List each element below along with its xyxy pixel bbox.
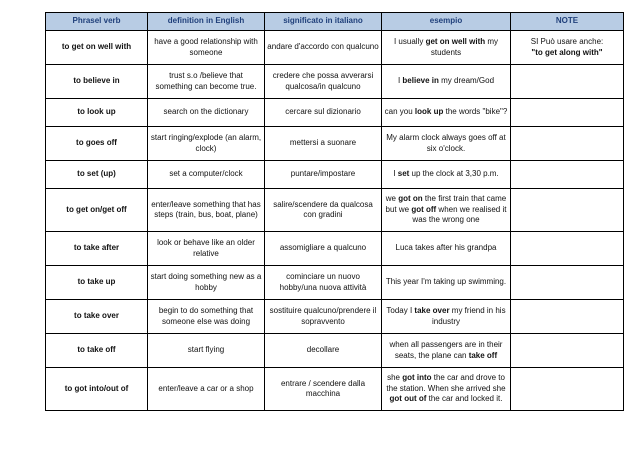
note-bold-text: "to get along with"	[531, 47, 603, 57]
header-note: NOTE	[511, 13, 624, 31]
header-esempio: esempio	[382, 13, 511, 31]
verb-cell: to take off	[46, 334, 148, 368]
example-cell	[382, 161, 511, 189]
table-row	[46, 368, 624, 411]
example-text: Today I	[386, 306, 415, 316]
example-text: she	[387, 373, 403, 383]
example-text: can you	[384, 107, 415, 117]
example-text: the car and locked it.	[426, 394, 503, 404]
phrasal-verbs-table	[45, 12, 624, 411]
example-cell	[382, 189, 511, 232]
example-phrasal-verb: take off	[468, 350, 498, 360]
verb-cell: to look up	[46, 99, 148, 127]
example-phrasal-verb: believe in	[402, 76, 439, 86]
verb-cell: to take up	[46, 266, 148, 300]
definition-cell: set a computer/clock	[148, 161, 265, 189]
italian-cell: assomigliare a qualcuno	[265, 232, 382, 266]
document-page	[45, 12, 623, 411]
italian-cell: sostituire qualcuno/prendere il sopravvento	[265, 300, 382, 334]
definition-cell: have a good relationship with someone	[148, 31, 265, 65]
definition-cell: enter/leave something that has steps (train, bus, boat, plane)	[148, 189, 265, 232]
table-row	[46, 65, 624, 99]
example-cell: Luca takes after his grandpa	[382, 232, 511, 266]
example-text: we	[385, 194, 399, 204]
table-row	[46, 189, 624, 232]
example-text: up the clock at 3,30 p.m.	[409, 169, 499, 179]
example-phrasal-verb: get on well with	[425, 37, 486, 47]
table-row	[46, 99, 624, 127]
header-definition-english: definition in English	[148, 13, 265, 31]
definition-cell: start ringing/explode (an alarm, clock)	[148, 127, 265, 161]
definition-cell: start flying	[148, 334, 265, 368]
example-cell	[382, 31, 511, 65]
table-row	[46, 31, 624, 65]
note-text: SI Può usare anche:	[530, 37, 604, 47]
header-phrasal-verb: Phrasel verb	[46, 13, 148, 31]
italian-cell: decollare	[265, 334, 382, 368]
italian-cell: cercare sul dizionario	[265, 99, 382, 127]
table-header	[46, 13, 624, 31]
definition-cell: start doing something new as a hobby	[148, 266, 265, 300]
example-text: my dream/God	[438, 76, 495, 86]
table-row	[46, 127, 624, 161]
italian-cell: cominciare un nuovo hobby/una nuova attività	[265, 266, 382, 300]
example-cell: My alarm clock always goes off at six o'clock.	[382, 127, 511, 161]
note-cell	[511, 127, 624, 161]
table-row	[46, 266, 624, 300]
example-text: when we realised it was the wrong one	[412, 204, 507, 225]
note-cell	[511, 368, 624, 411]
example-text: I	[397, 76, 403, 86]
definition-cell: look or behave like an older relative	[148, 232, 265, 266]
table-body	[46, 31, 624, 411]
example-phrasal-verb: look up	[414, 107, 444, 117]
note-cell	[511, 161, 624, 189]
example-cell	[382, 334, 511, 368]
table-row	[46, 300, 624, 334]
table-row	[46, 161, 624, 189]
note-cell	[511, 266, 624, 300]
header-significato-italiano: significato in italiano	[265, 13, 382, 31]
note-cell	[511, 232, 624, 266]
verb-cell: to believe in	[46, 65, 148, 99]
italian-cell: credere che possa avverarsi qualcosa/in qualcuno	[265, 65, 382, 99]
example-phrasal-verb: got off	[411, 204, 437, 214]
definition-cell: begin to do something that someone else was doing	[148, 300, 265, 334]
example-text: when all passengers are in their seats, the plane can	[389, 340, 503, 360]
example-text: the first train that came but we	[385, 194, 507, 214]
example-phrasal-verb: got into	[402, 373, 432, 383]
table-row	[46, 232, 624, 266]
example-cell	[382, 65, 511, 99]
definition-cell: search on the dictionary	[148, 99, 265, 127]
example-cell	[382, 368, 511, 411]
italian-cell: mettersi a suonare	[265, 127, 382, 161]
header-row	[46, 13, 624, 31]
verb-cell: to set (up)	[46, 161, 148, 189]
note-cell	[511, 300, 624, 334]
note-cell	[511, 189, 624, 232]
verb-cell: to take over	[46, 300, 148, 334]
note-cell	[511, 99, 624, 127]
example-phrasal-verb: got out of	[389, 394, 427, 404]
italian-cell: salire/scendere da qualcosa con gradini	[265, 189, 382, 232]
italian-cell: entrare / scendere dalla macchina	[265, 368, 382, 411]
verb-cell: to goes off	[46, 127, 148, 161]
italian-cell: andare d'accordo con qualcuno	[265, 31, 382, 65]
note-cell	[511, 65, 624, 99]
example-text: I	[393, 169, 398, 179]
definition-cell: trust s.o /believe that something can become true.	[148, 65, 265, 99]
table-row	[46, 334, 624, 368]
italian-cell: puntare/impostare	[265, 161, 382, 189]
example-cell	[382, 300, 511, 334]
example-text: my students	[430, 37, 499, 57]
example-cell: This year I'm taking up swimming.	[382, 266, 511, 300]
verb-cell: to get on/get off	[46, 189, 148, 232]
note-cell	[511, 31, 624, 65]
verb-cell: to got into/out of	[46, 368, 148, 411]
example-cell	[382, 99, 511, 127]
example-phrasal-verb: set	[397, 169, 410, 179]
verb-cell: to get on well with	[46, 31, 148, 65]
example-text: the car and drove to the station. When she arrived she	[386, 373, 506, 393]
example-text: I usually	[393, 37, 426, 47]
verb-cell: to take after	[46, 232, 148, 266]
definition-cell: enter/leave a car or a shop	[148, 368, 265, 411]
example-text: my friend in his industry	[431, 306, 506, 326]
example-text: the words "bike"?	[443, 107, 508, 117]
example-phrasal-verb: take over	[414, 306, 450, 316]
note-cell	[511, 334, 624, 368]
example-phrasal-verb: got on	[398, 194, 423, 204]
